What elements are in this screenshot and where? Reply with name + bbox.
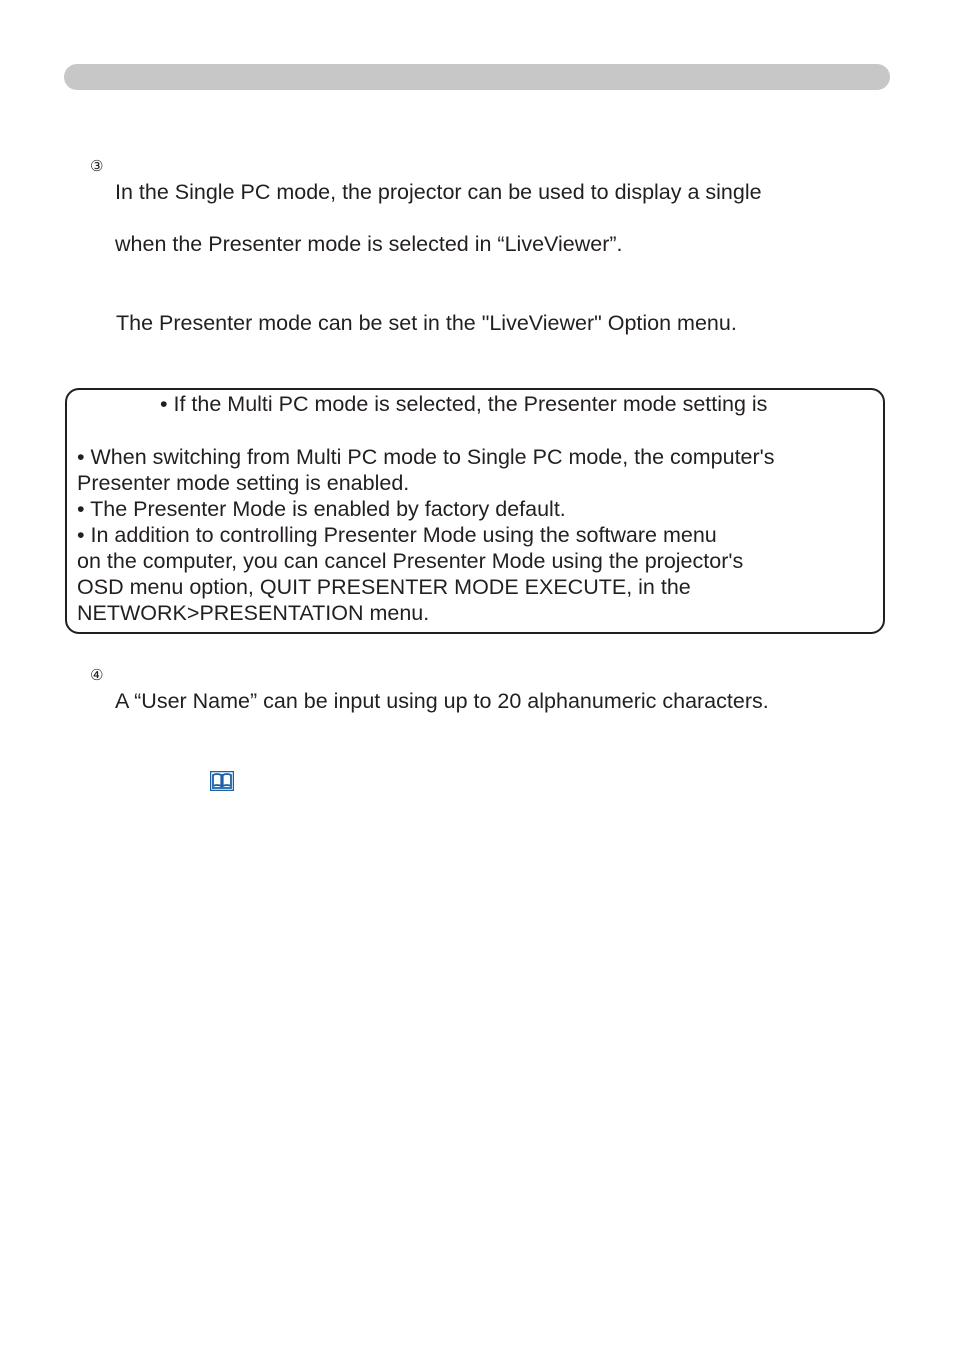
section-3-line-1: In the Single PC mode, the projector can be used to display a single [115, 180, 762, 204]
book-icon[interactable] [210, 771, 234, 791]
note-line: • The Presenter Mode is enabled by factory default. [77, 497, 566, 521]
note-line: • When switching from Multi PC mode to Single PC mode, the computer's [77, 445, 775, 469]
section-4-line-1: A “User Name” can be input using up to 20 alphanumeric characters. [115, 689, 769, 713]
note-line: on the computer, you can cancel Presenter Mode using the projector's [77, 549, 744, 573]
step-4-marker: ④ [90, 666, 104, 684]
note-line: Presenter mode setting is enabled. [77, 471, 410, 495]
section-3-line-2: when the Presenter mode is selected in “LiveViewer”. [115, 232, 623, 256]
header-bar [64, 64, 890, 90]
note-line: NETWORK>PRESENTATION menu. [77, 601, 430, 625]
step-3-marker: ③ [90, 157, 104, 175]
section-3-line-3: The Presenter mode can be set in the "LiveViewer" Option menu. [116, 311, 737, 335]
note-line: • In addition to controlling Presenter Mode using the software menu [77, 523, 717, 547]
note-line: • If the Multi PC mode is selected, the Presenter mode setting is [160, 392, 768, 416]
note-line: OSD menu option, QUIT PRESENTER MODE EXECUTE, in the [77, 575, 691, 599]
